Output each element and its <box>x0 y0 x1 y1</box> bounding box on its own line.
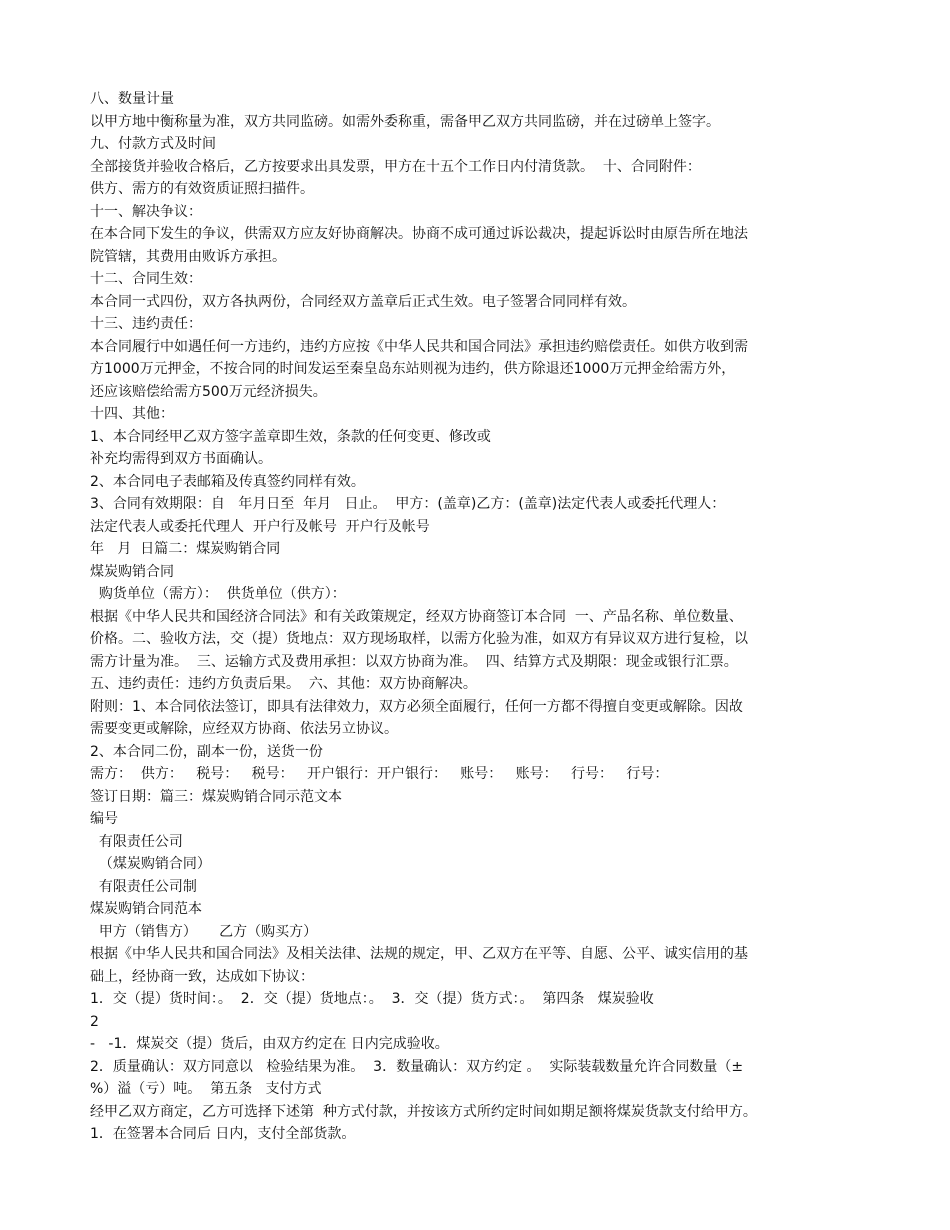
paragraph-line: 1．交（提）货时间：。 2．交（提）货地点：。 3．交（提）货方式：。 第四条 煤炭验收 <box>90 991 654 1007</box>
paragraph-line: 本合同履行中如遇任何一方违约，违约方应按《中华人民共和国合同法》承担违约赔偿责任。如供方收到需 <box>90 338 748 355</box>
page-number: 2 <box>90 1013 99 1030</box>
paragraph-line: 方1000万元押金，不按合同的时间发运至秦皇岛东站则视为违约，供方除退还1000万元押金给需方外， <box>90 361 736 377</box>
paragraph-line: 1、本合同经甲乙双方签字盖章即生效，条款的任何变更、修改或 <box>90 428 491 445</box>
paragraph-line: 补充均需得到双方书面确认。 <box>90 451 272 467</box>
paragraph-line: 有限责任公司制 <box>90 878 197 895</box>
paragraph-line: 2．质量确认：双方同意以 检验结果为准。 3．数量确认：双方约定 。 实际装载数量允许合同数量（± <box>90 1058 744 1075</box>
paragraph-line: 经甲乙双方商定，乙方可选择下述第 种方式付款，并按该方式所约定时间如期足额将煤炭货款支付给甲方。 <box>90 1103 757 1120</box>
section-heading: 九、付款方式及时间 <box>90 136 216 152</box>
section-heading: 十三、违约责任： <box>90 316 202 332</box>
paragraph-line: 础上，经协商一致，达成如下协议： <box>90 968 314 985</box>
paragraph-line: 购货单位（需方）： 供货单位（供方）： <box>90 586 346 602</box>
paragraph-line: 有限责任公司 <box>90 833 183 850</box>
paragraph-line: 需方： 供方： 税号： 税号： 开户银行：开户银行： 账号： 账号： 行号： 行号： <box>90 766 669 782</box>
section-heading: 十二、合同生效： <box>90 271 202 287</box>
paragraph-line: 本合同一式四份，双方各执两份，合同经双方盖章后正式生效。电子签署合同同样有效。 <box>90 293 636 310</box>
paragraph-line: 院管辖，其费用由败诉方承担。 <box>90 248 286 265</box>
paragraph-line: 3、合同有效期限：自 年月日至 年月 日止。 甲方：(盖章)乙方：(盖章)法定代表人或委托代理人： <box>90 496 726 512</box>
document-title: 煤炭购销合同 <box>90 563 174 580</box>
section-heading: 十四、其他： <box>90 406 174 422</box>
paragraph-line: 还应该赔偿给需方500万元经济损失。 <box>90 383 327 400</box>
paragraph-line: 需要变更或解除，应经双方协商、依法另立协议。 <box>90 721 398 737</box>
paragraph-line: 根据《中华人民共和国经济合同法》和有关政策规定，经双方协商签订本合同 一、产品名称、单位数量、 <box>90 608 743 625</box>
paragraph-line: 2、本合同电子表邮箱及传真签约同样有效。 <box>90 473 365 490</box>
paragraph-line: - -1．煤炭交（提）货后，由双方约定在 日内完成验收。 <box>90 1036 449 1052</box>
paragraph-line: 以甲方地中衡称量为准，双方共同监磅。如需外委称重，需备甲乙双方共同监磅，并在过磅单上签字。 <box>90 113 720 130</box>
paragraph-line: 1．在签署本合同后 日内，支付全部货款。 <box>90 1126 356 1142</box>
paragraph-line: 价格。二、验收方法，交（提）货地点：双方现场取样，以需方化验为准，如双方有异议双方进行复检，以 <box>90 631 748 647</box>
paragraph-line: 法定代表人或委托代理人 开户行及帐号 开户行及帐号 <box>90 518 430 535</box>
paragraph-line: 在本合同下发生的争议，供需双方应友好协商解决。协商不成可通过诉讼裁决，提起诉讼时由原告所在地法 <box>90 226 748 242</box>
paragraph-line: 五、违约责任：违约方负责后果。 六、其他：双方协商解决。 <box>90 676 477 692</box>
paragraph-line: 签订日期：篇三：煤炭购销合同示范文本 <box>90 788 342 805</box>
paragraph-line: 甲方（销售方） 乙方（购买方） <box>90 923 318 940</box>
paragraph-line: 根据《中华人民共和国合同法》及相关法律、法规的规定，甲、乙双方在平等、自愿、公平、诚实信用的基 <box>90 946 748 962</box>
paragraph-line: 年 月 日篇二：煤炭购销合同 <box>90 541 281 557</box>
paragraph-line: 2、本合同二份，副本一份，送货一份 <box>90 743 323 760</box>
paragraph-line: 供方、需方的有效资质证照扫描件。 <box>90 181 314 197</box>
document-title: 煤炭购销合同范本 <box>90 901 202 917</box>
paragraph-line: 需方计量为准。 三、运输方式及费用承担：以双方协商为准。 四、结算方式及期限：现金或银行汇票。 <box>90 653 738 670</box>
paragraph-line: %）溢（亏）吨。 第五条 支付方式 <box>90 1081 322 1097</box>
section-heading: 十一、解决争议： <box>90 203 202 220</box>
paragraph-line: 全部接货并验收合格后，乙方按要求出具发票，甲方在十五个工作日内付清货款。 十、合同附件： <box>90 158 701 175</box>
section-heading: 八、数量计量 <box>90 91 174 107</box>
paragraph-line: 附则：1、本合同依法签订，即具有法律效力，双方必须全面履行，任何一方都不得擅自变更或解除。因故 <box>90 698 743 715</box>
paragraph-line: 编号 <box>90 811 118 827</box>
contract-document <box>90 88 870 1146</box>
paragraph-line: （煤炭购销合同） <box>90 856 211 872</box>
